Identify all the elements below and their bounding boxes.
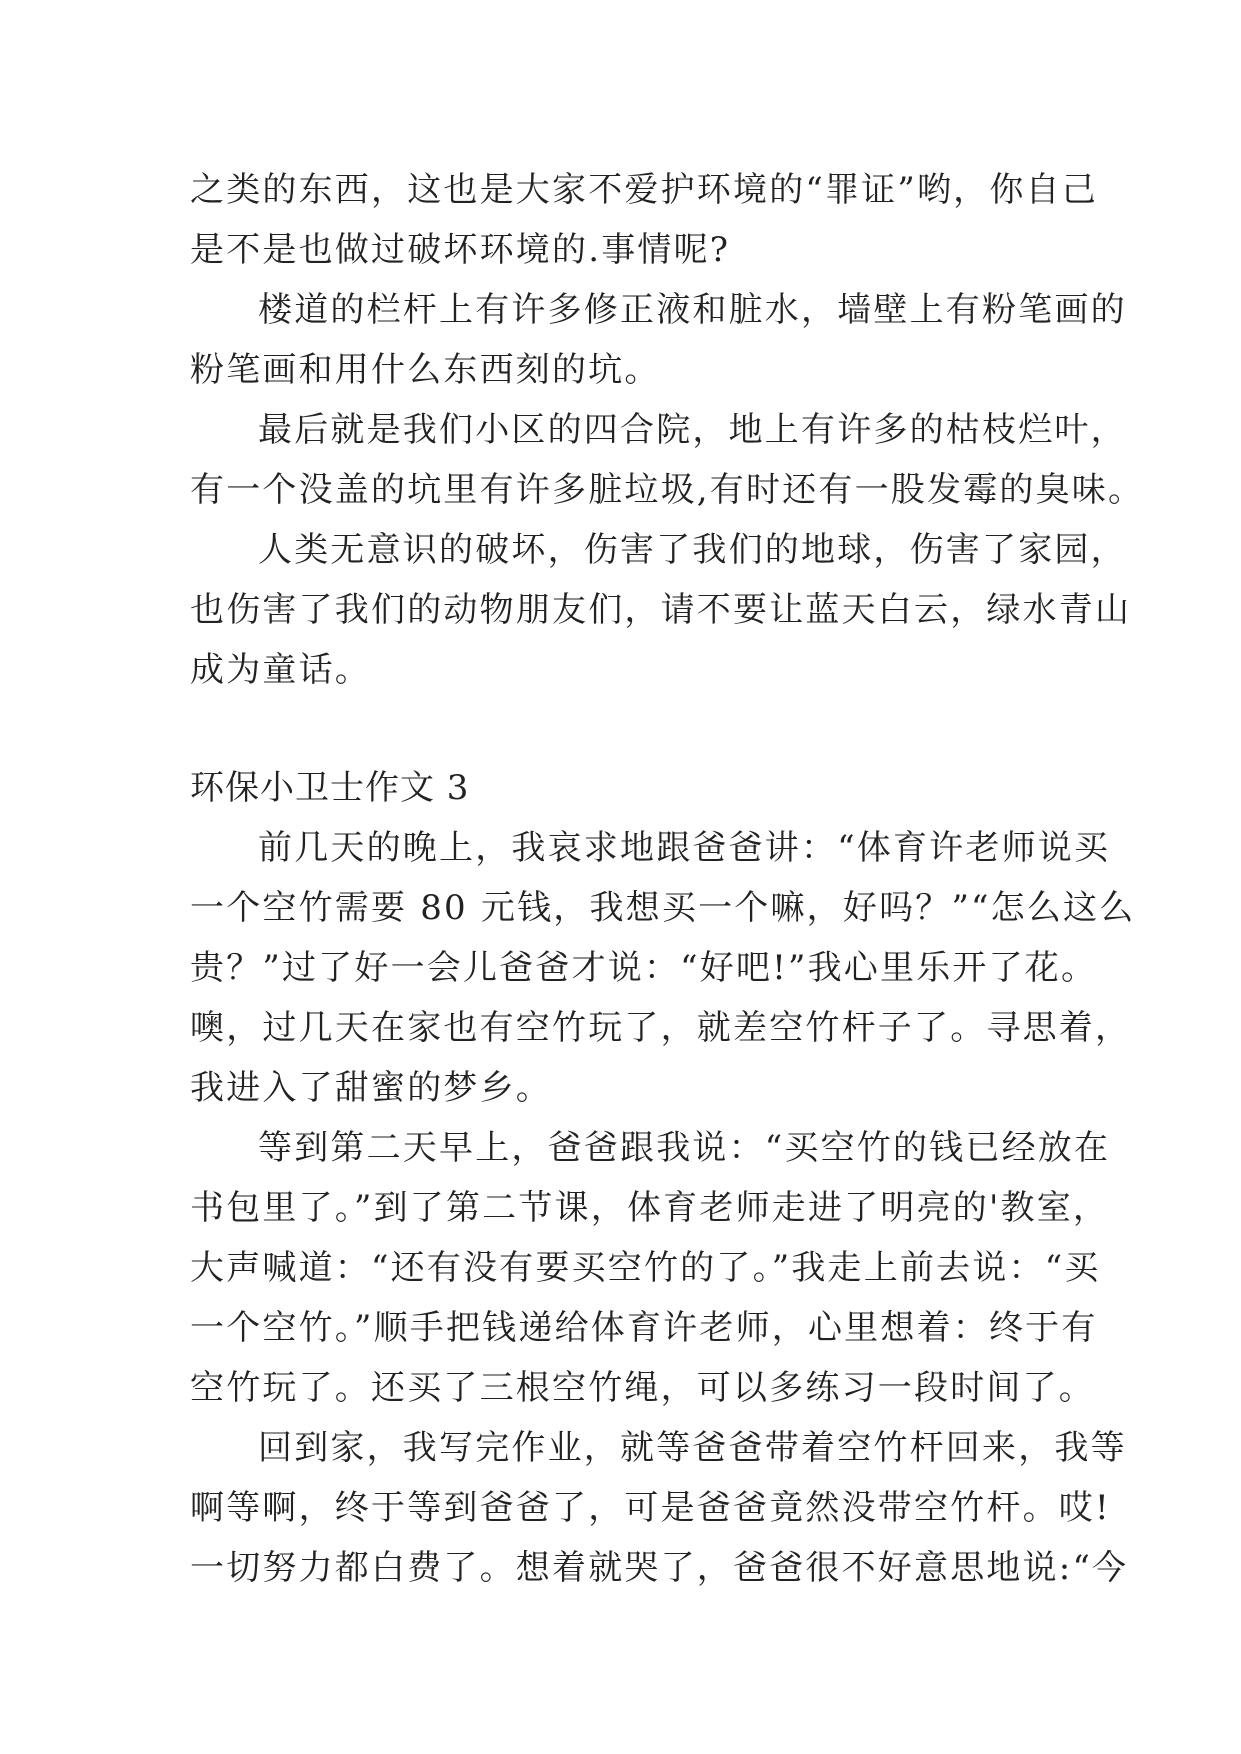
paragraph <box>190 1118 1111 1418</box>
text-line: 等到第二天早上，爸爸跟我说：“买空竹的钱已经放在 <box>258 1128 1111 1168</box>
text-line: 我进入了甜蜜的梦乡。 <box>190 1068 552 1108</box>
section-gap <box>190 700 1050 758</box>
text-line: 楼道的栏杆上有许多修正液和脏水，墙壁上有粉笔画的 <box>258 290 1127 330</box>
text-line: 人类无意识的破坏，伤害了我们的地球，伤害了家园， <box>258 530 1127 570</box>
paragraph <box>190 1418 1129 1598</box>
text-line: 一个空竹。”顺手把钱递给体育许老师，心里想着：终于有 <box>190 1308 1098 1348</box>
text-line: 贵？”过了好一会儿爸爸才说：“好吧!”我心里乐开了花。 <box>190 948 1098 988</box>
section-heading: 环保小卫士作文 3 <box>190 768 470 808</box>
text-line: 最后就是我们小区的四合院，地上有许多的枯枝烂叶， <box>258 410 1127 450</box>
paragraph <box>190 160 1098 280</box>
text-line: 一切努力都白费了。想着就哭了，爸爸很不好意思地说:“今 <box>190 1548 1129 1588</box>
text-line: 啊等啊，终于等到爸爸了，可是爸爸竟然没带空竹杆。哎! <box>190 1488 1111 1528</box>
document-body <box>190 160 1145 1598</box>
text-line: 回到家，我写完作业，就等爸爸带着空竹杆回来，我等 <box>258 1428 1127 1468</box>
text-line: 书包里了。”到了第二节课，体育老师走进了明亮的'教室， <box>190 1188 1110 1228</box>
paragraph <box>190 400 1145 520</box>
text-line: 一个空竹需要 80 元钱，我想买一个嘛，好吗？”“怎么这么 <box>190 888 1136 928</box>
text-line: 是不是也做过破坏环境的.事情呢? <box>190 230 731 270</box>
text-line: 前几天的晚上，我哀求地跟爸爸讲：“体育许老师说买 <box>258 828 1111 868</box>
text-line: 有一个没盖的坑里有许多脏垃圾,有时还有一股发霉的臭味。 <box>190 470 1145 510</box>
text-line: 空竹玩了。还买了三根空竹绳，可以多练习一段时间了。 <box>190 1368 1095 1408</box>
paragraph <box>190 520 1132 700</box>
text-line: 成为童话。 <box>190 650 371 690</box>
text-line: 之类的东西，这也是大家不爱护环境的“罪证”哟，你自己 <box>190 170 1098 210</box>
text-line: 也伤害了我们的动物朋友们，请不要让蓝天白云，绿水青山 <box>190 590 1132 630</box>
paragraph <box>190 818 1136 1118</box>
paragraph <box>190 280 1127 400</box>
text-line: 大声喊道：“还有没有要买空竹的了。”我走上前去说：“买 <box>190 1248 1101 1288</box>
text-line: 粉笔画和用什么东西刻的坑。 <box>190 350 661 390</box>
text-line: 噢，过几天在家也有空竹玩了，就差空竹杆子了。寻思着， <box>190 1008 1132 1048</box>
